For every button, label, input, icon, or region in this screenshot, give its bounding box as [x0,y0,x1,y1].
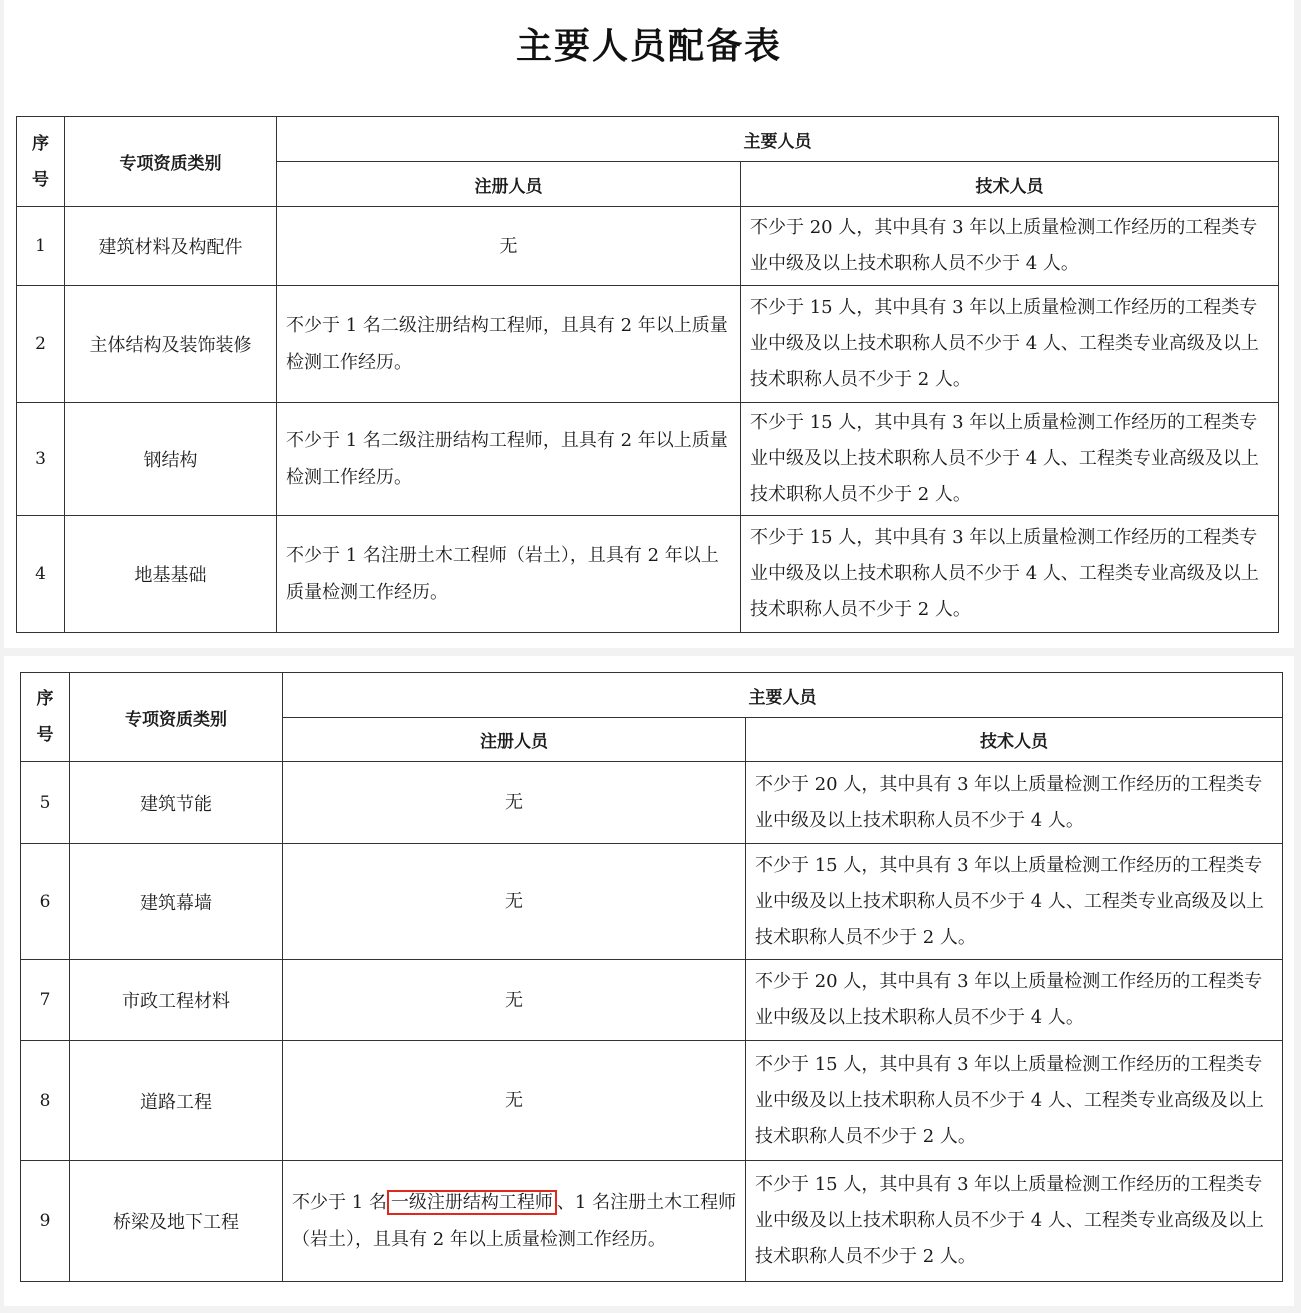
row-category: 钢结构 [65,403,277,516]
row-technical: 不少于 20 人，其中具有 3 年以上质量检测工作经历的工程类专业中级及以上技术职称人员不少于 4 人。 [746,960,1283,1041]
table-row [21,762,1283,844]
row-category: 主体结构及装饰装修 [65,286,277,403]
row-number: 1 [17,207,65,286]
row-registered: 无 [277,207,741,286]
header-seq: 序 号 [21,673,70,762]
row-number: 4 [17,516,65,633]
table-row [17,286,1279,403]
row-number: 5 [21,762,70,844]
row-number: 2 [17,286,65,403]
header-main-staff: 主要人员 [283,673,1283,718]
row-category: 桥梁及地下工程 [70,1161,283,1282]
table-row [17,516,1279,633]
header-technical: 技术人员 [741,162,1279,207]
header-registered: 注册人员 [283,718,746,762]
row-technical: 不少于 15 人，其中具有 3 年以上质量检测工作经历的工程类专业中级及以上技术职称人员不少于 4 人、工程类专业高级及以上技术职称人员不少于 2 人。 [741,516,1279,633]
row-category: 建筑节能 [70,762,283,844]
row-number: 8 [21,1041,70,1161]
header-seq: 序 号 [17,117,65,207]
row-category: 地基基础 [65,516,277,633]
page-title: 主要人员配备表 [515,26,782,67]
row-category: 道路工程 [70,1041,283,1161]
table-row [21,1161,1283,1282]
row-number: 6 [21,844,70,960]
table-row [17,207,1279,286]
registered-text-pre: 不少于 1 名 [292,1192,387,1213]
row-registered: 不少于 1 名注册土木工程师（岩土），且具有 2 年以上质量检测工作经历。 [277,516,741,633]
row-registered: 无 [283,1041,746,1161]
row-technical: 不少于 15 人，其中具有 3 年以上质量检测工作经历的工程类专业中级及以上技术职称人员不少于 4 人、工程类专业高级及以上技术职称人员不少于 2 人。 [741,403,1279,516]
row-technical: 不少于 15 人，其中具有 3 年以上质量检测工作经历的工程类专业中级及以上技术职称人员不少于 4 人、工程类专业高级及以上技术职称人员不少于 2 人。 [746,1041,1283,1161]
table-row [21,960,1283,1041]
row-category: 建筑幕墙 [70,844,283,960]
row-number: 3 [17,403,65,516]
staffing-table-2 [20,672,1283,1282]
staffing-table-1 [16,116,1279,633]
page-section-2 [4,656,1294,1306]
row-technical: 不少于 20 人，其中具有 3 年以上质量检测工作经历的工程类专业中级及以上技术职称人员不少于 4 人。 [741,207,1279,286]
header-category: 专项资质类别 [65,117,277,207]
row-technical: 不少于 20 人，其中具有 3 年以上质量检测工作经历的工程类专业中级及以上技术职称人员不少于 4 人。 [746,762,1283,844]
header-technical: 技术人员 [746,718,1283,762]
row-registered: 不少于 1 名二级注册结构工程师，且具有 2 年以上质量检测工作经历。 [277,403,741,516]
row-registered: 无 [283,762,746,844]
row-registered: 不少于 1 名二级注册结构工程师，且具有 2 年以上质量检测工作经历。 [277,286,741,403]
registered-text-post: 、1 名注册土木工程师（岩土），且具有 2 年以上质量检测工作经历。 [292,1192,737,1250]
row-technical: 不少于 15 人，其中具有 3 年以上质量检测工作经历的工程类专业中级及以上技术职称人员不少于 4 人、工程类专业高级及以上技术职称人员不少于 2 人。 [741,286,1279,403]
row-category: 建筑材料及构配件 [65,207,277,286]
highlighted-requirement: 一级注册结构工程师 [387,1190,557,1215]
row-registered: 无 [283,844,746,960]
row-registered: 无 [283,960,746,1041]
row-technical: 不少于 15 人，其中具有 3 年以上质量检测工作经历的工程类专业中级及以上技术职称人员不少于 4 人、工程类专业高级及以上技术职称人员不少于 2 人。 [746,1161,1283,1282]
row-registered [283,1161,746,1282]
row-technical: 不少于 15 人，其中具有 3 年以上质量检测工作经历的工程类专业中级及以上技术职称人员不少于 4 人、工程类专业高级及以上技术职称人员不少于 2 人。 [746,844,1283,960]
table-row [21,844,1283,960]
header-category: 专项资质类别 [70,673,283,762]
header-registered: 注册人员 [277,162,741,207]
row-number: 9 [21,1161,70,1282]
header-main-staff: 主要人员 [277,117,1279,162]
table-row [21,1041,1283,1161]
page-section-1 [4,0,1294,648]
row-number: 7 [21,960,70,1041]
row-category: 市政工程材料 [70,960,283,1041]
table-row [17,403,1279,516]
